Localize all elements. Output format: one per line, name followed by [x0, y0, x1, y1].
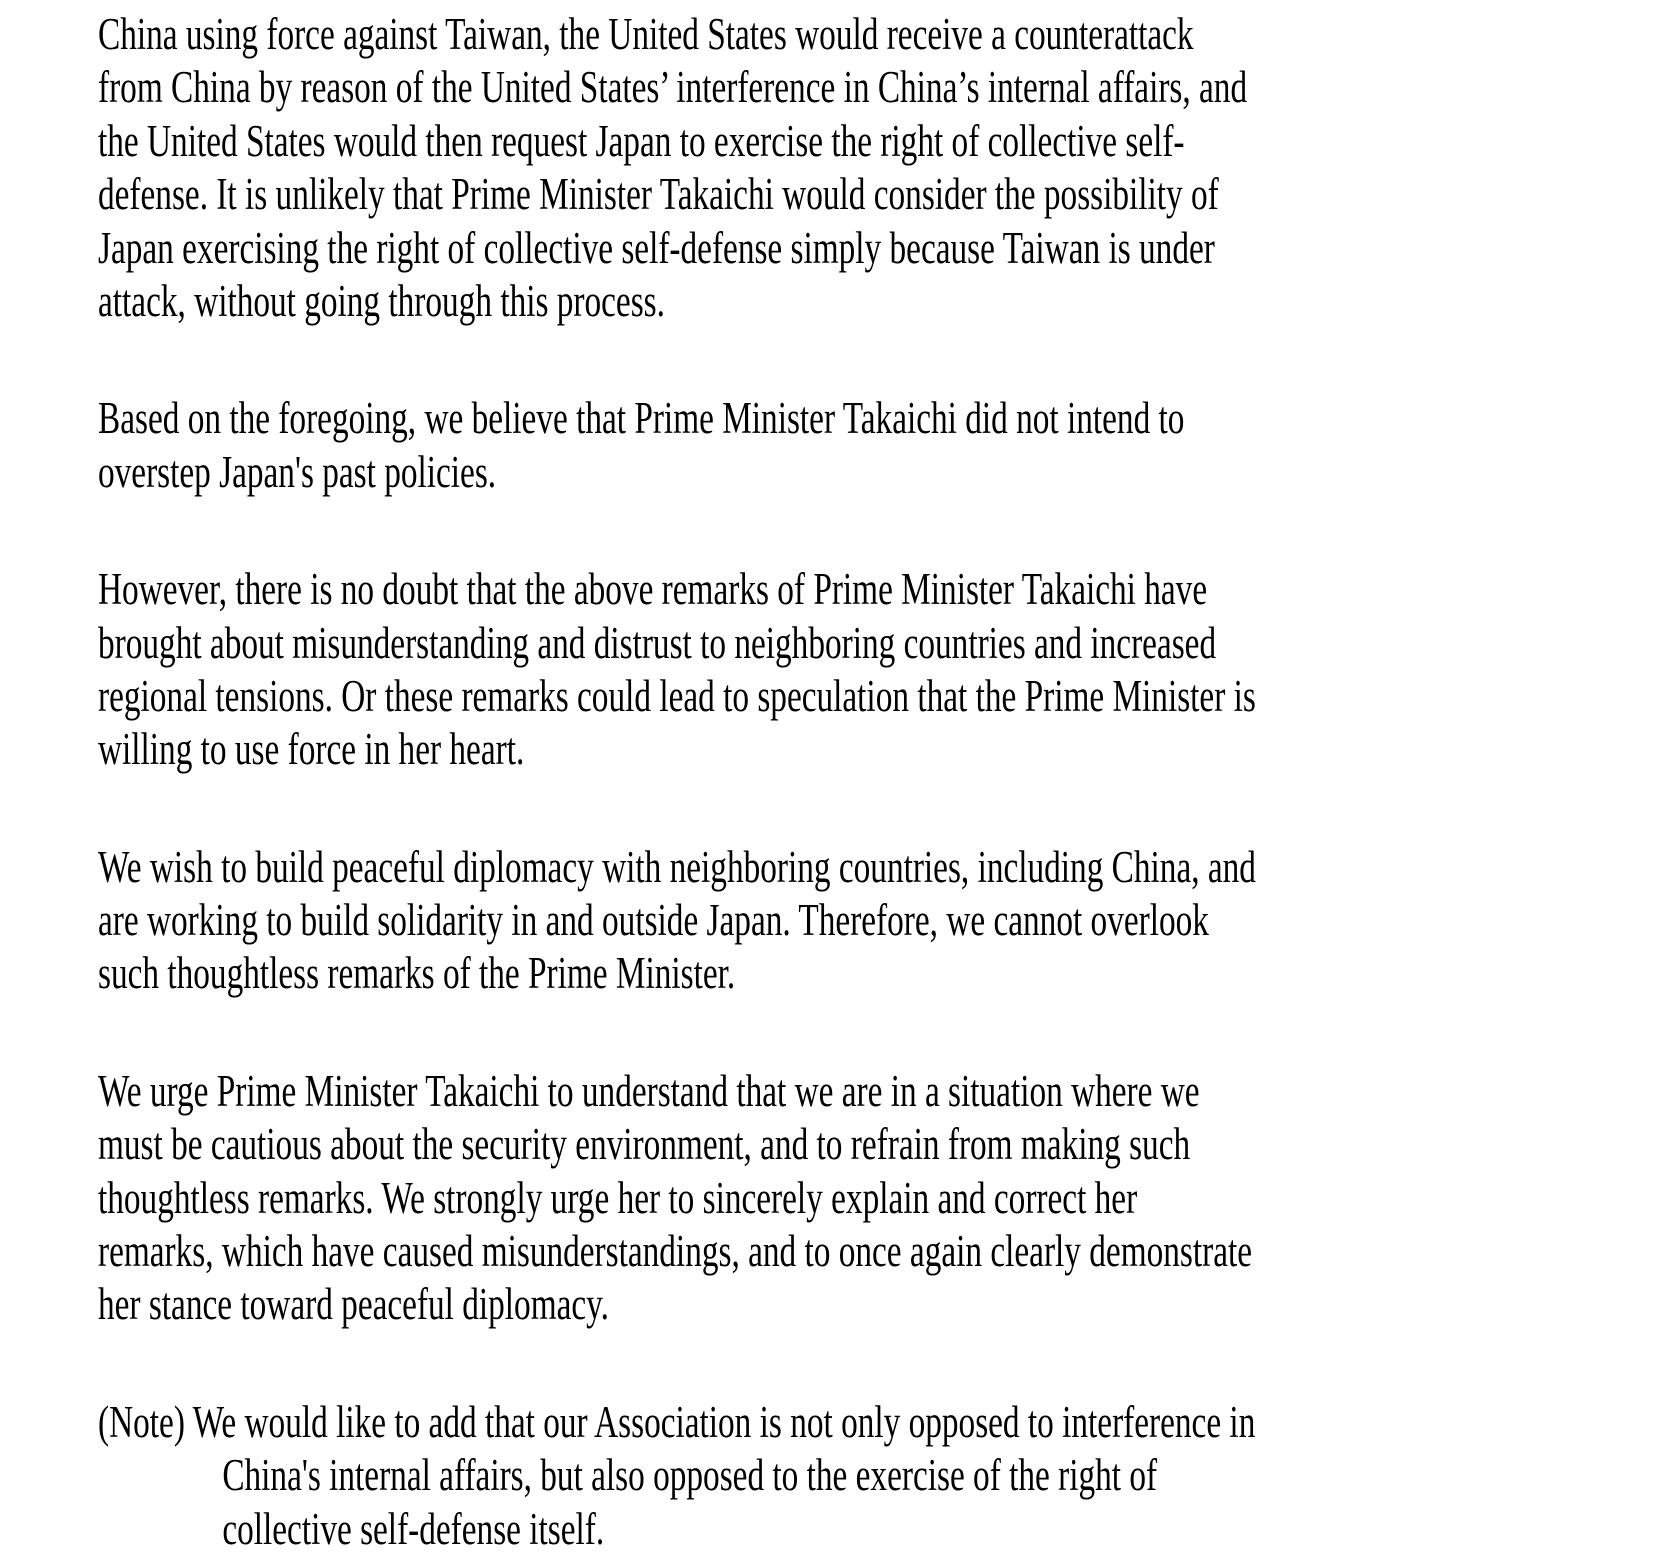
- text-line: willing to use force in her heart.: [98, 724, 525, 775]
- paragraph-5: [98, 1065, 1654, 1332]
- text-line: must be cautious about the security environment, and to refrain from making such: [98, 1119, 1191, 1170]
- text-line: Japan exercising the right of collective self-defense simply because Taiwan is under: [98, 222, 1215, 273]
- paragraph-3: [98, 563, 1654, 777]
- text-line: We wish to build peaceful diplomacy with neighboring countries, including China, and: [98, 841, 1256, 892]
- text-line: (Note) We would like to add that our Association is not only opposed to interference in: [98, 1396, 1256, 1447]
- text-line: thoughtless remarks. We strongly urge her to sincerely explain and correct her: [98, 1172, 1138, 1223]
- text-line: We urge Prime Minister Takaichi to understand that we are in a situation where we: [98, 1065, 1200, 1116]
- text-line: from China by reason of the United States’ interference in China’s internal affairs, and: [98, 62, 1248, 113]
- text-line: China using force against Taiwan, the United States would receive a counterattack: [98, 9, 1194, 59]
- text-line: Based on the foregoing, we believe that Prime Minister Takaichi did not intend to: [98, 393, 1185, 444]
- paragraph-1: [98, 8, 1654, 328]
- text-line: brought about misunderstanding and distrust to neighboring countries and increased: [98, 617, 1217, 668]
- text-line: defense. It is unlikely that Prime Minister Takaichi would consider the possibility of: [98, 169, 1219, 220]
- text-line: regional tensions. Or these remarks could lead to speculation that the Prime Minister is: [98, 670, 1256, 721]
- text-line: such thoughtless remarks of the Prime Minister.: [98, 948, 736, 999]
- text-line: However, there is no doubt that the above remarks of Prime Minister Takaichi have: [98, 564, 1208, 615]
- paragraph-note: [98, 1396, 1654, 1556]
- paragraph-4: [98, 841, 1654, 1001]
- text-line: are working to build solidarity in and outside Japan. Therefore, we cannot overlook: [98, 895, 1209, 946]
- text-line: China's internal affairs, but also opposed to the exercise of the right of: [222, 1450, 1158, 1501]
- text-line: overstep Japan's past policies.: [98, 446, 497, 497]
- text-line: collective self-defense itself.: [222, 1503, 605, 1554]
- text-line: attack, without going through this process.: [98, 275, 665, 326]
- text-line: the United States would then request Japan to exercise the right of collective self-: [98, 115, 1185, 166]
- text-line: remarks, which have caused misunderstandings, and to once again clearly demonstrate: [98, 1226, 1253, 1277]
- text-line: her stance toward peaceful diplomacy.: [98, 1279, 609, 1330]
- paragraph-2: [98, 392, 1654, 499]
